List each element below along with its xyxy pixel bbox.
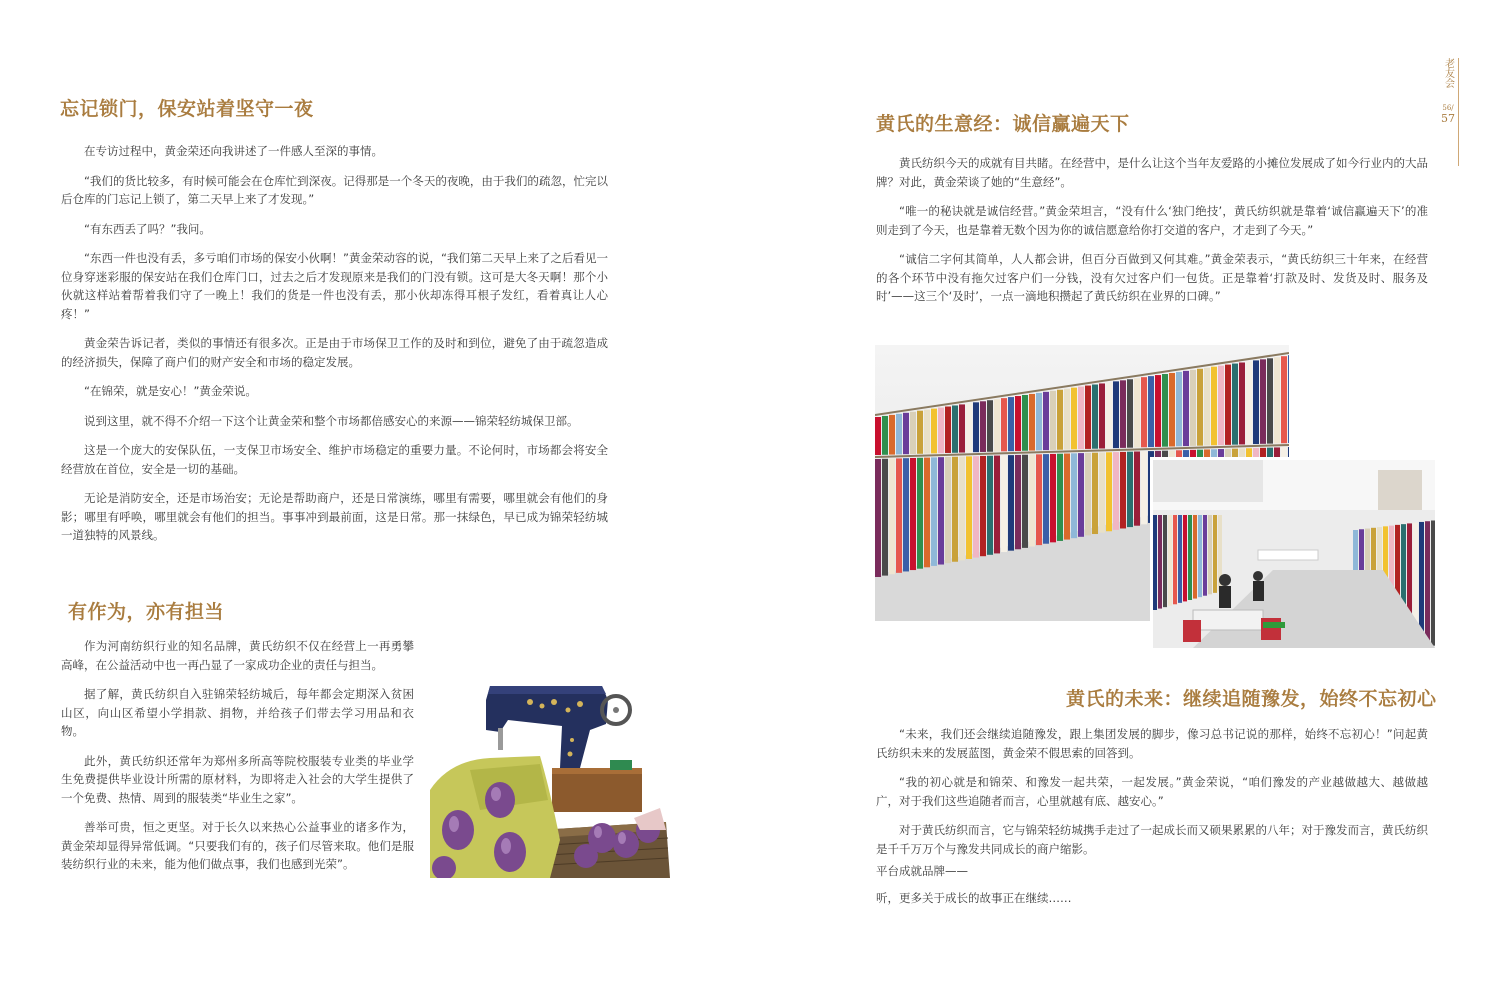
fabric-strip — [1106, 382, 1112, 448]
fabric-strip — [952, 457, 958, 562]
paragraph: 在专访过程中，黄金荣还向我讲述了一件感人至深的事情。 — [84, 144, 383, 158]
fabric-strip — [1253, 360, 1259, 444]
fabric-strip — [1057, 390, 1063, 450]
fabric-strip — [917, 411, 923, 454]
article-body-charity — [61, 637, 414, 885]
paragraph: 善举可贵，恒之更坚。对于长久以来热心公益事业的诸多作为，黄金荣却显得异常低调。“只要我们有的，孩子们尽管来取。他们是服装纺织行业的未来，能为他们做点事，我们也感到光荣”。 — [61, 820, 414, 871]
paragraph: 此外，黄氏纺织还常年为郑州多所高等院校服装专业类的毕业学生免费提供毕业设计所需的原材料，为即将走入社会的大学生提供了一个免费、热情、周到的服装类“毕业生之家”。 — [61, 753, 414, 805]
fabric-strip — [1239, 362, 1245, 444]
paragraph: 黄金荣告诉记者，类似的事情还有很多次。正是由于市场保卫工作的及时和到位，避免了由于疏忽造成的经济损失，保障了商户们的财产安全和市场的稳定发展。 — [61, 336, 608, 369]
fabric-strip — [1163, 515, 1167, 607]
section-heading-security: 忘记锁门，保安站着坚守一夜 — [60, 98, 314, 120]
sewing-machine-illustration — [430, 680, 674, 878]
fabric-strip — [896, 414, 902, 455]
fabric-strip — [980, 401, 986, 452]
section-heading-future: 黄氏的未来：继续追随豫发，始终不忘初心 — [1066, 688, 1437, 710]
fabric-strip — [1198, 515, 1202, 597]
fabric-strip — [938, 408, 944, 454]
fabric-strip — [924, 410, 930, 454]
fabric-strip — [1141, 377, 1147, 447]
paragraph: “唯一的秘诀就是诚信经营。”黄金荣坦言，“没有什么‘独门绝技’，黄氏纺织就是靠着‘诚信赢遍天下’的准则走到了今天，也是靠着无数个因为你的诚信愿意给你打交道的客户，才走到了今天。” — [876, 204, 1428, 237]
fabric-strip — [1029, 394, 1035, 451]
fabric-strip — [994, 456, 1000, 554]
fabric-strip — [875, 459, 881, 577]
section-heading-charity: 有作为，亦有担当 — [68, 601, 225, 623]
fabric-strip — [1425, 521, 1430, 642]
fabric-strip — [1085, 386, 1091, 449]
fabric-strip — [1141, 451, 1147, 524]
fabric-strip — [1225, 365, 1231, 445]
fabric-strip — [1022, 395, 1028, 451]
fabric-strip — [1158, 515, 1162, 609]
fabric-strip — [1127, 452, 1133, 527]
paragraph: “诚信二字何其简单，人人都会讲，但百分百做到又何其难。”黄金荣表示，“黄氏纺织三十年来，在经营的各个环节中没有拖欠过客户们一分钱，没有欠过客户们一包货。正是靠着‘打款及时、发货及时、服务及时’——这三个‘及时’，一点一滴地积攒起了黄氏纺织在业界的口碑。” — [876, 252, 1428, 303]
fabric-strip — [1022, 455, 1028, 548]
article-body-integrity — [876, 154, 1428, 317]
fabric-strip — [917, 458, 923, 569]
fabric-strip — [1008, 397, 1014, 451]
fabric-strip — [959, 457, 965, 561]
fabric-strip — [1183, 371, 1189, 446]
fabric-strip — [1036, 454, 1042, 545]
page-number-right: 57 — [1441, 112, 1455, 125]
fabric-strip — [1208, 515, 1212, 594]
fabric-strip — [924, 458, 930, 568]
fabric-strip — [1419, 522, 1424, 639]
fabric-strip — [945, 407, 951, 453]
paragraph: “我们的货比较多，有时候可能会在仓库忙到深夜。记得那是一个冬天的夜晚，由于我们的疏忽，忙完以后仓库的门忘记上锁了，第二天早上来了才发现。” — [61, 173, 608, 206]
paragraph: “东西一件也没有丢，多亏咱们市场的保安小伙啊！”黄金荣动容的说，“我们第二天早上来了之后看见一位身穿迷彩服的保安站在我们仓库门口，过去之后才发现原来是我们的门没有锁。这可是大冬天啊！那个小伙就这样站着帮着我们守了一晚上！我们的货是一件也没有丢，那小伙却冻得耳根子发红，看着真让人心疼！” — [61, 251, 608, 321]
fabric-strip — [1078, 453, 1084, 537]
fabric-strip — [1043, 392, 1049, 450]
fabric-strip — [1176, 372, 1182, 446]
paragraph: 无论是消防安全，还是市场治安；无论是帮助商户，还是日常演练，哪里有需要，哪里就会有他们的身影；哪里有呼唤，哪里就会有他们的担当。事事冲到最前面，这是日常。那一抹绿色，早已成为锦荣轻纺城一道独特的风景线。 — [61, 491, 608, 542]
paragraph: 据了解，黄氏纺织自入驻锦荣轻纺城后，每年都会定期深入贫困山区，向山区希望小学捐款、捐物，并给孩子们带去学习用品和衣物。 — [61, 687, 414, 738]
fabric-strip — [980, 456, 986, 556]
fabric-strip — [1099, 453, 1105, 533]
fabric-strip — [1173, 515, 1177, 604]
fabric-strip — [1153, 515, 1157, 610]
fabric-strip — [1267, 358, 1273, 443]
fabric-strip — [1064, 389, 1070, 450]
fabric-strip — [1204, 368, 1210, 446]
paragraph: “未来，我们还会继续追随豫发，跟上集团发展的脚步，像习总书记说的那样，始终不忘初心！”问起黄氏纺织未来的发展蓝图，黄金荣不假思索的回答到。 — [876, 727, 1428, 760]
fabric-strip — [1183, 515, 1187, 601]
fabric-strip — [1001, 455, 1007, 552]
fabric-strip — [1120, 452, 1126, 529]
fabric-strip — [987, 400, 993, 452]
fabric-strip — [1064, 454, 1070, 540]
fabric-strip — [1085, 453, 1091, 535]
fabric-strip — [945, 457, 951, 563]
paragraph: 黄氏纺织今天的成就有目共睹。在经营中，是什么让这个当年友爱路的小摊位发展成了如今行业内的大品牌？对此，黄金荣谈了她的“生意经”。 — [876, 156, 1428, 189]
fabric-strip — [1232, 364, 1238, 445]
fabric-strip — [1078, 387, 1084, 450]
fabric-strip — [994, 399, 1000, 451]
fabric-strip — [1050, 454, 1056, 542]
fabric-strip — [1036, 393, 1042, 450]
paragraph: 这是一个庞大的安保队伍，一支保卫市场安全、维护市场稳定的重要力量。不论何时，市场都会将安全经营放在首位，安全是一切的基础。 — [61, 443, 608, 476]
fabric-strip — [1092, 385, 1098, 449]
fabric-strip — [1106, 452, 1112, 531]
fabric-strip — [931, 409, 937, 454]
closing-line: 听，更多关于成长的故事正在继续…… — [876, 890, 1072, 905]
article-body-future — [876, 725, 1428, 915]
fabric-strip — [1211, 367, 1217, 446]
fabric-strip — [1127, 379, 1133, 447]
fabric-strip — [1169, 373, 1175, 447]
fabric-strip — [1113, 381, 1119, 448]
fabric-strip — [931, 457, 937, 566]
fabric-strip — [1288, 355, 1289, 443]
fabric-strip — [1168, 515, 1172, 606]
fabric-strip — [1193, 515, 1197, 599]
fabric-strip — [1015, 396, 1021, 451]
fabric-strip — [1178, 515, 1182, 603]
fabric-strip — [1246, 361, 1252, 444]
paragraph: 说到这里，就不得不介绍一下这个让黄金荣和整个市场都倍感安心的来源——锦荣轻纺城保卫部。 — [84, 413, 579, 428]
fabric-strip — [882, 459, 888, 576]
paragraph: 作为河南纺织行业的知名品牌，黄氏纺织不仅在经营上一再勇攀高峰，在公益活动中也一再凸显了一家成功企业的责任与担当。 — [61, 639, 414, 672]
fabric-strip — [1071, 453, 1077, 538]
paragraph: “我的初心就是和锦荣、和豫发一起共荣，一起发展。”黄金荣说，“咱们豫发的产业越做越大、越做越广，对于我们这些追随者而言，心里就越有底、越安心。” — [876, 775, 1428, 808]
article-body-security — [61, 142, 608, 556]
fabric-strip — [1134, 378, 1140, 447]
fabric-strip — [1281, 356, 1287, 443]
fabric-strip — [889, 415, 895, 455]
fabric-strip — [1008, 455, 1014, 551]
fabric-strip — [1274, 357, 1280, 443]
fabric-strip — [1029, 455, 1035, 547]
fabric-strip — [1092, 453, 1098, 534]
fabric-strip — [987, 456, 993, 555]
fabric-strip — [973, 402, 979, 452]
fabric-strip — [1050, 391, 1056, 450]
fabric-strip — [1197, 369, 1203, 446]
fabric-strip — [1113, 452, 1119, 530]
fabric-strip — [875, 417, 881, 455]
fabric-strip — [952, 405, 958, 452]
paragraph: 对于黄氏纺织而言，它与锦荣轻纺城携手走过了一起成长而又硕果累累的八年；对于豫发而言，黄氏纺织是千千万万个与豫发共同成长的商户缩影。 — [876, 823, 1428, 856]
showroom-photo — [1150, 457, 1438, 651]
fabric-strip — [1155, 375, 1161, 447]
fabric-strip — [903, 458, 909, 571]
closing-line: 平台成就品牌—— — [876, 864, 968, 878]
fabric-strip — [1001, 398, 1007, 451]
fabric-strip — [910, 412, 916, 454]
club-name: 老友会 — [1442, 58, 1454, 88]
fabric-strip — [973, 456, 979, 557]
fabric-strip — [1148, 376, 1154, 447]
fabric-strip — [1134, 451, 1140, 525]
fabric-strip — [938, 457, 944, 564]
fabric-strip — [1015, 455, 1021, 549]
page-marker — [1438, 58, 1459, 166]
fabric-strip — [1431, 520, 1436, 645]
fabric-strip — [1162, 374, 1168, 447]
fabric-strip — [1043, 454, 1049, 544]
paragraph: “在锦荣，就是安心！”黄金荣说。 — [84, 384, 257, 398]
fabric-strip — [1190, 370, 1196, 446]
fabric-strip — [910, 458, 916, 570]
fabric-strip — [1260, 359, 1266, 443]
section-heading-integrity: 黄氏的生意经：诚信赢遍天下 — [876, 113, 1130, 135]
paragraph: “有东西丢了吗？”我问。 — [84, 221, 211, 236]
fabric-strip — [1213, 515, 1217, 593]
fabric-strip — [966, 456, 972, 559]
fabric-strip — [889, 459, 895, 575]
fabric-strip — [1120, 380, 1126, 448]
fabric-strip — [896, 458, 902, 572]
fabric-strip — [1057, 454, 1063, 541]
fabric-strip — [903, 413, 909, 454]
fabric-strip — [959, 404, 965, 452]
fabric-strip — [882, 416, 888, 455]
page-number-left: 56/ — [1442, 104, 1454, 112]
fabric-strip — [1218, 366, 1224, 445]
fabric-strip — [1071, 388, 1077, 450]
fabric-strip — [966, 403, 972, 452]
fabric-strip — [1203, 515, 1207, 596]
fabric-strip — [1188, 515, 1192, 600]
fabric-strip — [1099, 383, 1105, 448]
